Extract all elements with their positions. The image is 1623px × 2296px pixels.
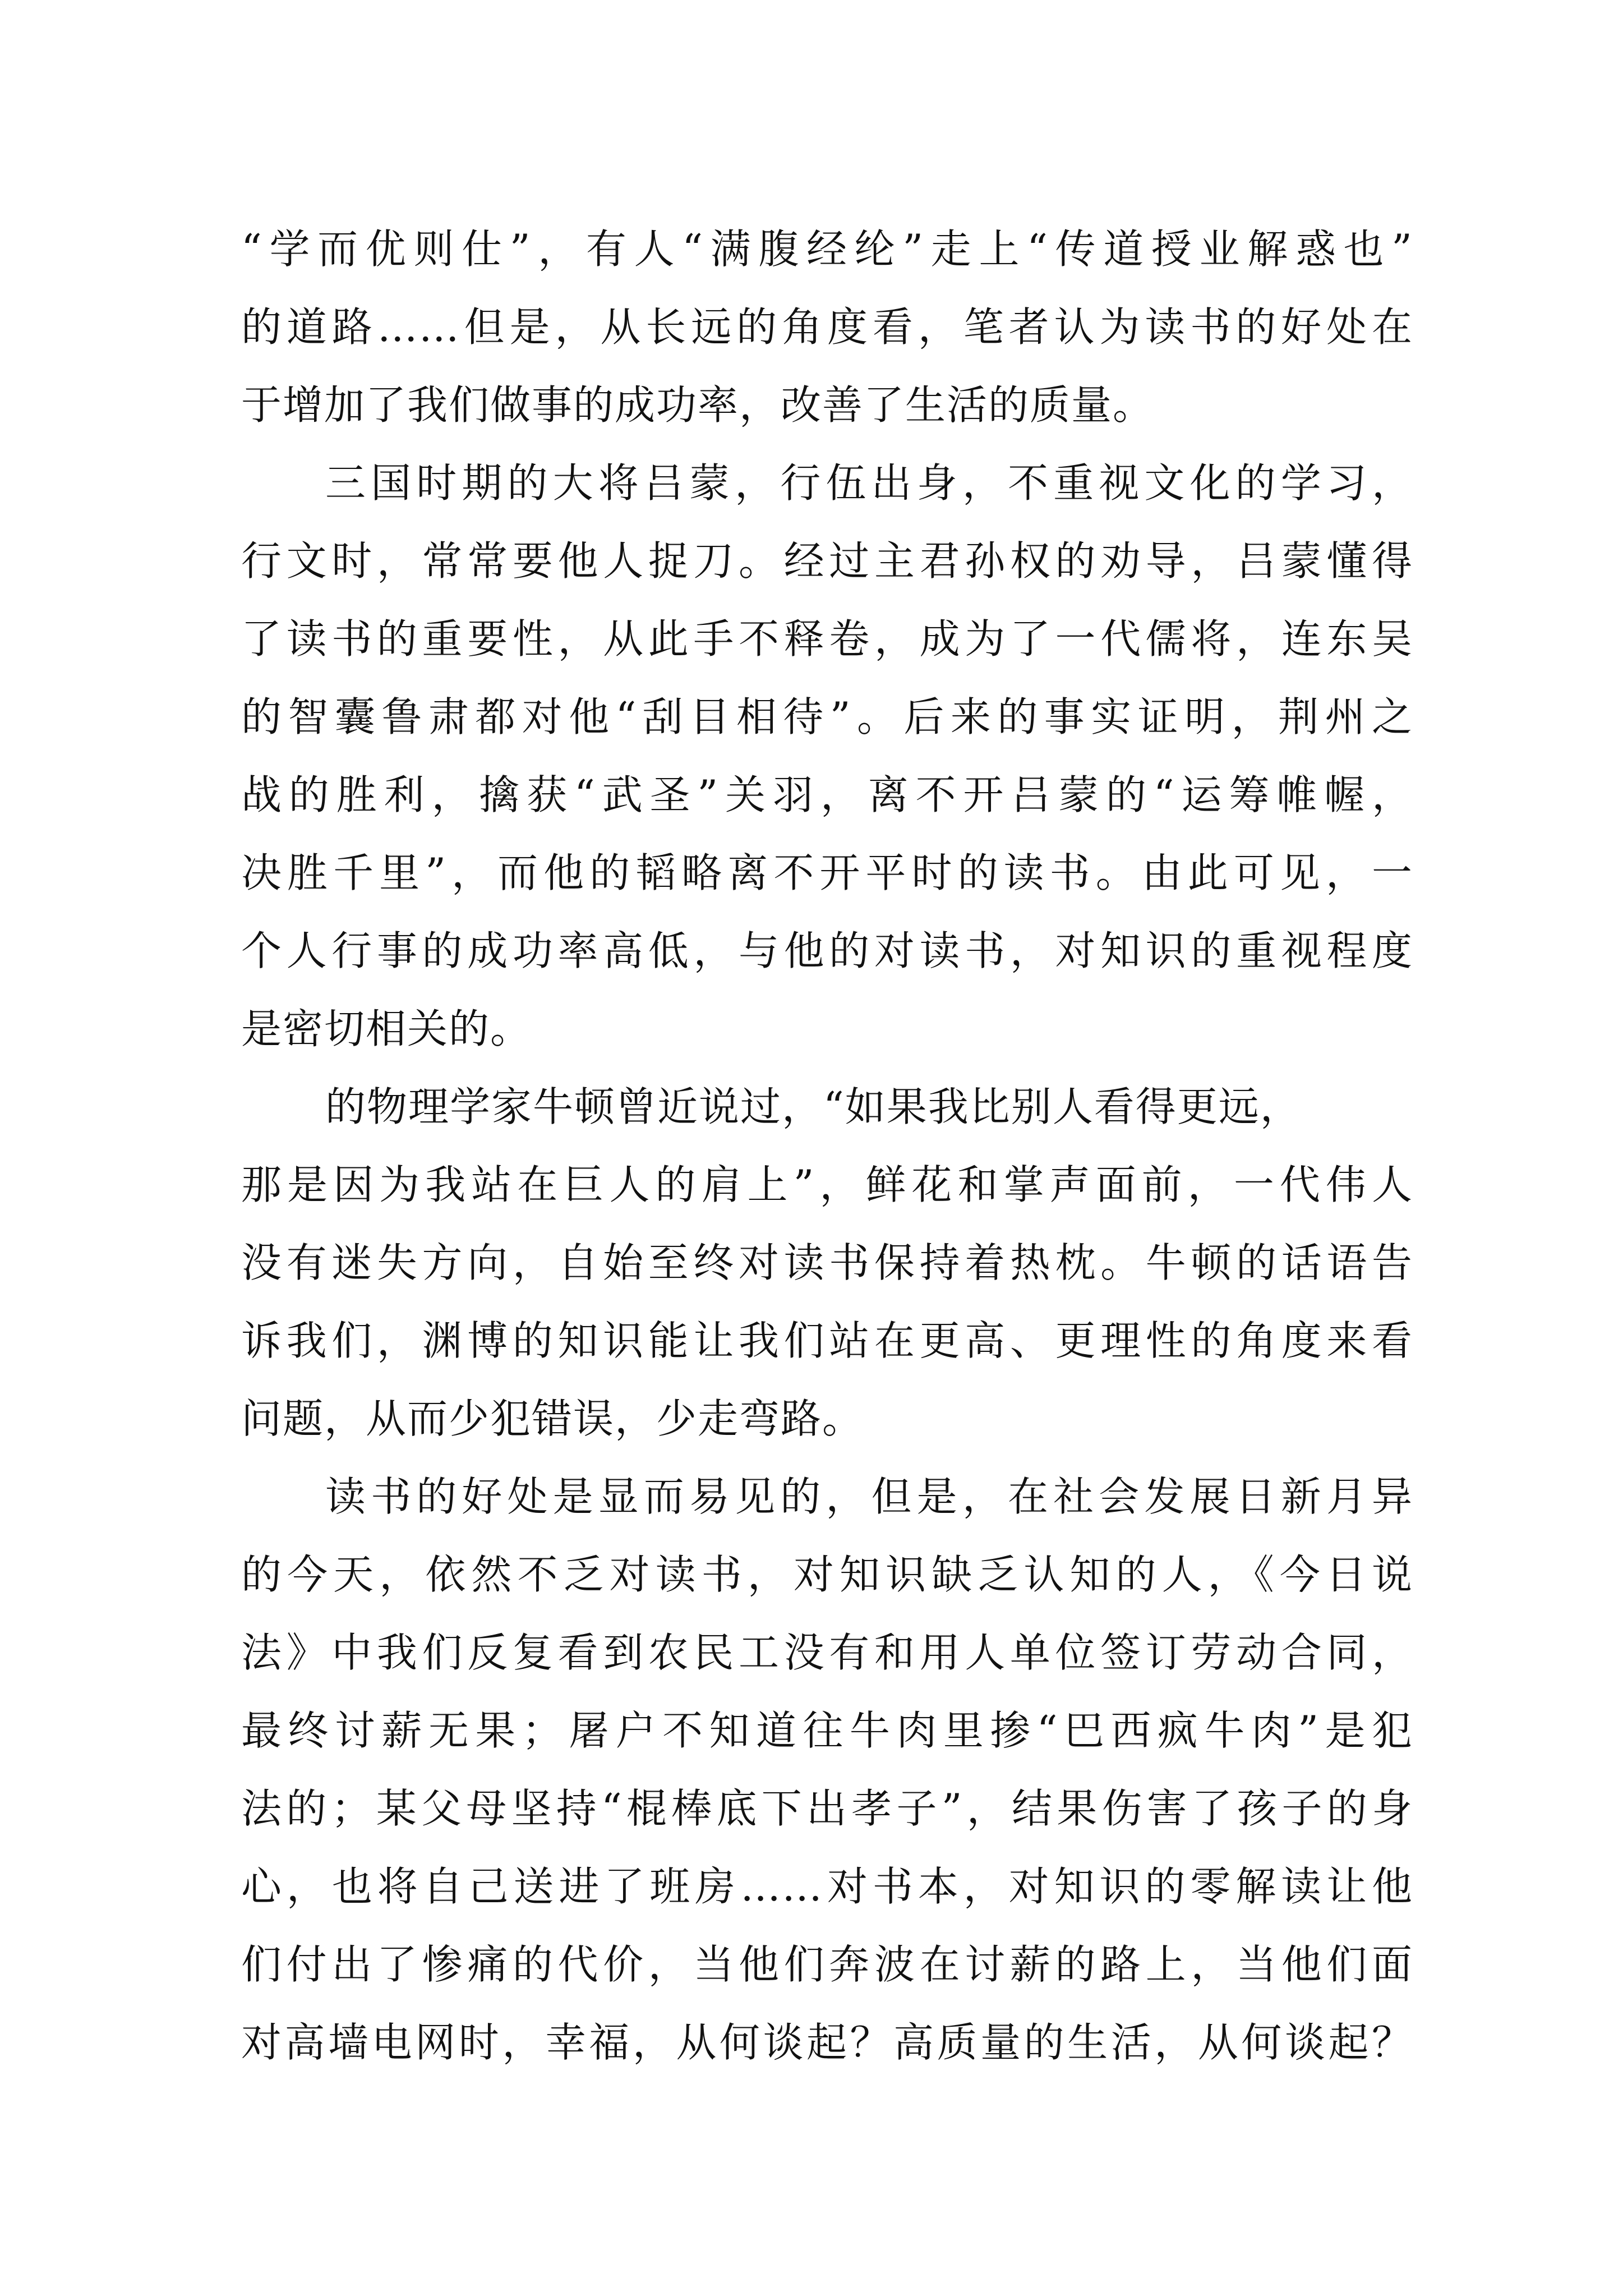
text-line: 了读书的重要性，从此手不释卷，成为了一代儒将，连东吴 — [241, 615, 1413, 662]
text-line: 问题，从而少犯错误，少走弯路。 — [241, 1395, 864, 1442]
text-line: 那是因为我站在巨人的肩上”，鲜花和掌声面前，一代伟人 — [241, 1161, 1413, 1208]
text-line: 的物理学家牛顿曾近说过，“如果我比别人看得更远， — [325, 1083, 1302, 1130]
text-line: 法》中我们反复看到农民工没有和用人单位签订劳动合同， — [241, 1629, 1413, 1676]
text-line: “学而优则仕”，有人“满腹经纶”走上“传道授业解惑也” — [241, 226, 1413, 273]
text-line: 最终讨薪无果；屠户不知道往牛肉里掺“巴西疯牛肉”是犯 — [241, 1707, 1413, 1754]
text-line: 法的；某父母坚持“棍棒底下出孝子”，结果伤害了孩子的身 — [241, 1785, 1413, 1832]
text-line: 个人行事的成功率高低，与他的对读书，对知识的重视程度 — [241, 927, 1413, 974]
text-line: 的今天，依然不乏对读书，对知识缺乏认知的人，《今日说 — [241, 1551, 1413, 1598]
text-line: 决胜千里”，而他的韬略离不开平时的读书。由此可见，一 — [241, 849, 1413, 896]
text-line: 三国时期的大将吕蒙，行伍出身，不重视文化的学习， — [325, 459, 1413, 507]
text-line: 心，也将自己送进了班房……对书本，对知识的零解读让他 — [241, 1863, 1413, 1910]
text-line: 诉我们，渊博的知识能让我们站在更高、更理性的角度来看 — [241, 1317, 1413, 1364]
text-line: 行文时，常常要他人捉刀。经过主君孙权的劝导，吕蒙懂得 — [241, 537, 1413, 585]
text-line: 于增加了我们做事的成功率，改善了生活的质量。 — [241, 381, 1155, 429]
text-line: 的道路……但是，从长远的角度看，笔者认为读书的好处在 — [241, 303, 1413, 351]
text-line: 是密切相关的。 — [241, 1005, 532, 1052]
text-line: 没有迷失方向，自始至终对读书保持着热枕。牛顿的话语告 — [241, 1239, 1413, 1286]
document-body — [241, 210, 1413, 2082]
text-line: 战的胜利，擒获“武圣”关羽，离不开吕蒙的“运筹帷幄， — [241, 771, 1413, 818]
text-line: 读书的好处是显而易见的，但是，在社会发展日新月异 — [325, 1473, 1413, 1520]
text-line: 的智囊鲁肃都对他“刮目相待”。后来的事实证明，荆州之 — [241, 693, 1413, 740]
text-line: 们付出了惨痛的代价，当他们奔波在讨薪的路上，当他们面 — [241, 1941, 1413, 1988]
text-line: 对高墙电网时，幸福，从何谈起？高质量的生活，从何谈起？ — [241, 2019, 1413, 2066]
